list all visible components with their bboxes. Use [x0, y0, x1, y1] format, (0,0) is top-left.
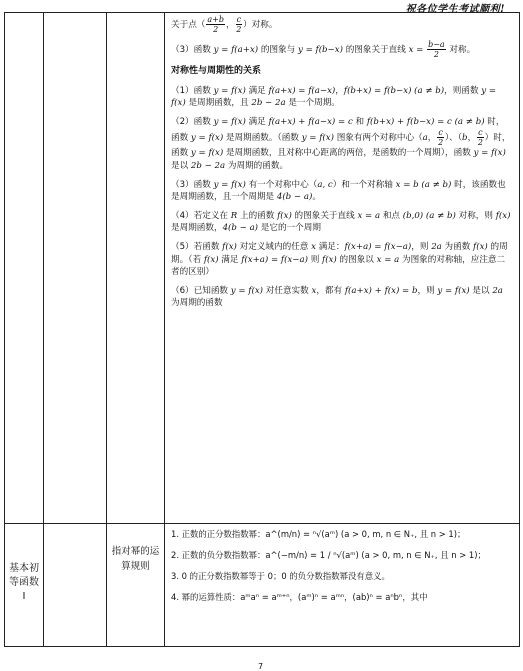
rule-item-3: 3. 0 的正分数指数幂等于 0；0 的负分数指数幂没有意义。 [171, 571, 390, 581]
periodic-item-3: （3）函数 y = f(x) 有一个对称中心（a, c）和一个对称轴 x = b (a ≠ b) 时，该函数也是周期函数，且一个周期是 4(b − a)。 [171, 179, 506, 203]
periodic-item-4: （4）若定义在 R 上的函数 f(x) 的图象关于直线 x = a 和点 (b,0) (a ≠ b) 对称，则 f(x) 是周期函数，4(b − a) 是它的一个周期 [171, 210, 511, 234]
periodic-item-6: （6）已知函数 y = f(x) 对任意实数 x，都有 f(a+x) + f(x) = b，则 y = f(x) 是以 2a 为周期的函数 [171, 285, 503, 309]
rule-item-4: 4. 幂的运算性质：aᵐaⁿ = aᵐ⁺ⁿ，(aᵐ)ⁿ = aᵐⁿ，(ab)ⁿ = aⁿbⁿ，其中 [171, 592, 428, 602]
exponent-rules-row [5, 524, 520, 647]
periodic-item-1: （1）函数 y = f(x) 满足 f(a+x) = f(a−x)，f(b+x) = f(b−x) (a ≠ b)，则函数 y = f(x) 是周期函数，且 2b − 2a 是一个周期。 [171, 85, 497, 109]
page-number: 7 [258, 662, 264, 671]
section-heading: 对称性与周期性的关系 [171, 66, 262, 76]
content-cell-upper [165, 13, 520, 524]
periodic-item-2: （2）函数 y = f(x) 满足 f(a+x) + f(a−x) = c 和 f(b+x) + f(b−x) = c (a ≠ b) 时，函数 y = f(x) 是周期函数。（函数 y = f(x) 图象有两个对称中心（a， $\frac{c}{2}$ ）、（b， $\frac{c}{2}$ ）时，函数 y = f(x) 是周期函数，且对称中心距离的两倍，是函数的一个周期），函数 y = f(x) 是以 2b − 2a 为周期的函数。 [171, 116, 511, 171]
content-cell-lower [165, 524, 520, 647]
periodic-item-5: （5）若函数 f(x) 对定义域内的任意 x 满足：f(x+a) = f(x−a)，则 2a 为函数 f(x) 的周期。（若 f(x) 满足 f(x+a) = f(x−a) 则 f(x) 的图象以 x = a 为图象的对称轴，应注意二者的区别） [171, 241, 508, 278]
rule-label-cell [107, 524, 165, 647]
category-cell [5, 524, 44, 647]
rule-item-2: 2. 正数的负分数指数幂：a^(−m/n) = 1 / ⁿ√(aᵐ) (a > 0, m, n ∈ N₊, 且 n > 1)； [171, 550, 486, 560]
label-cell-empty [107, 13, 165, 524]
item-symmetry-point: 关于点（ $\frac{a+b}{2}$ ， $\frac{c}{2}$ ）对称。 [171, 15, 278, 34]
item-symmetry-3: （3）函数 y = f(a+x) 的图象与 y = f(b−x) 的图象关于直线 x = $\frac{b-a}{2}$ 对称。 [171, 40, 476, 59]
subcategory-cell-empty [44, 13, 107, 524]
category-cell-empty [5, 13, 44, 524]
subcategory-cell [44, 524, 107, 647]
formula-table [4, 12, 520, 647]
rule-item-1: 1. 正数的正分数指数幂：a^(m/n) = ⁿ√(aᵐ) (a > 0, m, n ∈ N₊, 且 n > 1)； [171, 529, 466, 539]
rule-label: 指对幂的运算规则 [111, 546, 160, 572]
header-wish: 祝各位学生考试顺利! [405, 4, 505, 15]
symmetry-periodicity-row [5, 13, 520, 524]
category-label: 基本初等函数Ⅰ [9, 563, 39, 602]
